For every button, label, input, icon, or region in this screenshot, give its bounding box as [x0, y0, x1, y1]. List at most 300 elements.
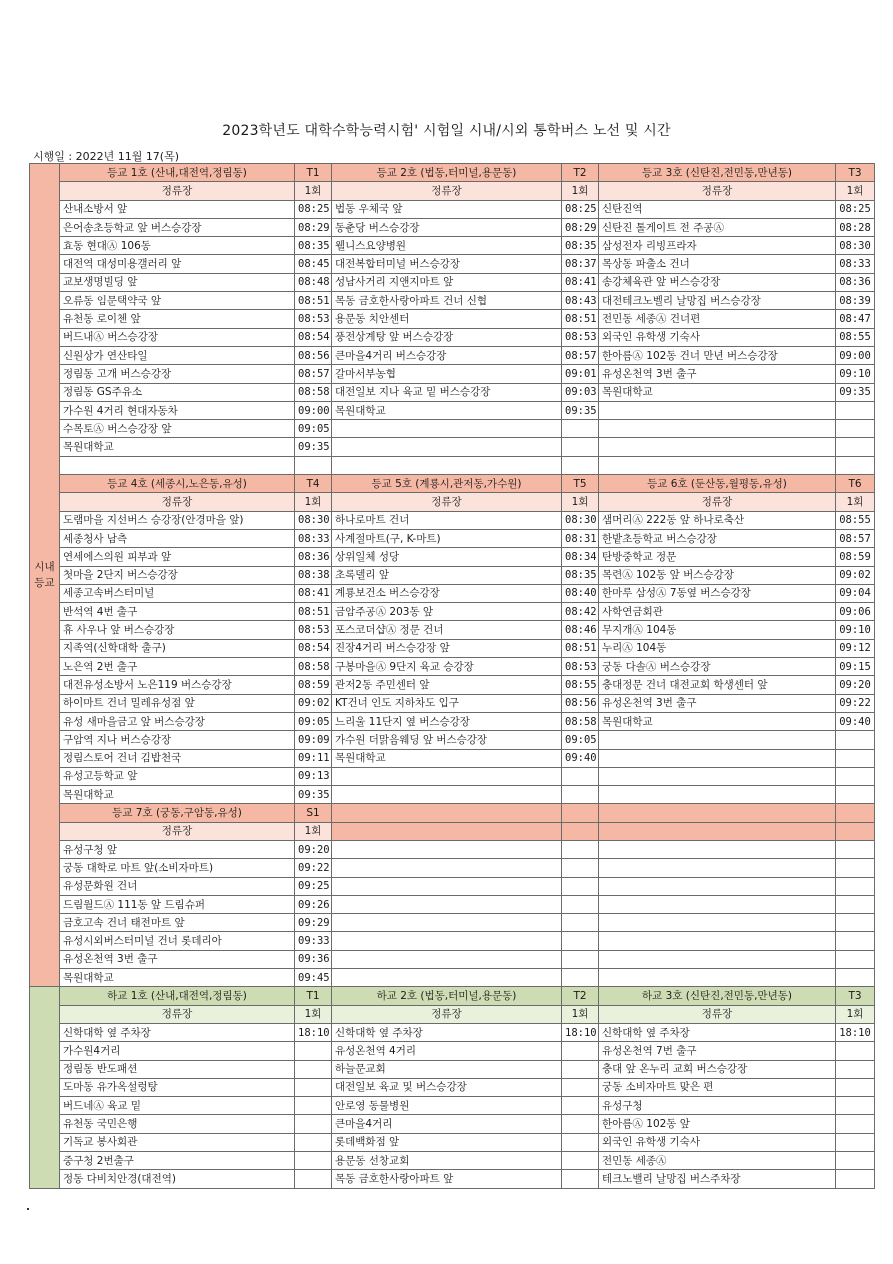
empty-cell: [599, 950, 836, 968]
stop-name: 초록델리 앞: [332, 566, 562, 584]
table-row: [30, 511, 875, 529]
departure-time: 08:36: [836, 273, 875, 291]
departure-time: 08:30: [836, 237, 875, 255]
table-row: [30, 255, 875, 273]
round-column-header: 1회: [295, 822, 332, 840]
stop-name: 유성문화원 건너: [60, 877, 295, 895]
stop-name: 하나로마트 건너: [332, 511, 562, 529]
departure-time: 08:31: [562, 529, 599, 547]
empty-cell: [562, 438, 599, 456]
table-row: [30, 1060, 875, 1078]
table-row: [30, 712, 875, 730]
stop-name: 외국인 유학생 기숙사: [599, 328, 836, 346]
departure-time: 08:45: [295, 255, 332, 273]
table-row: [30, 621, 875, 639]
round-column-header: 1회: [836, 493, 875, 511]
stop-name: 금호고속 건너 태전마트 앞: [60, 914, 295, 932]
empty-cell: [599, 731, 836, 749]
stop-name: 목원대학교: [60, 969, 295, 987]
departure-time: 18:10: [295, 1023, 332, 1041]
departure-time: 18:10: [562, 1023, 599, 1041]
empty-cell: [332, 895, 562, 913]
departure-time: 09:09: [295, 731, 332, 749]
stop-name: 구암역 지나 버스승강장: [60, 731, 295, 749]
empty-cell: [562, 895, 599, 913]
route-title: 등교 6호 (둔산동,월평동,유성): [599, 475, 836, 493]
empty-cell: [836, 786, 875, 804]
departure-time: 09:04: [836, 584, 875, 602]
empty-cell: [332, 914, 562, 932]
route-title: 등교 7호 (궁동,구암동,유성): [60, 804, 295, 822]
stop-name: 탄방중학교 정문: [599, 548, 836, 566]
stop-name: 목원대학교: [599, 383, 836, 401]
departure-time: [836, 1060, 875, 1078]
empty-cell: [599, 840, 836, 858]
stop-column-header: 정류장: [60, 1005, 295, 1023]
departure-time: 09:01: [562, 365, 599, 383]
departure-time: [836, 1133, 875, 1151]
table-row: [30, 237, 875, 255]
route-subheader-row: [30, 493, 875, 511]
departure-time: 09:00: [295, 401, 332, 419]
empty-cell: [836, 914, 875, 932]
table-row: [30, 658, 875, 676]
stop-name: 신탄진 톨게이트 전 주공Ⓐ: [599, 218, 836, 236]
departure-time: 08:25: [295, 200, 332, 218]
stop-name: 대전테크노벨리 날망집 버스승강장: [599, 292, 836, 310]
stop-name: 대전유성소방서 노은119 버스승강장: [60, 676, 295, 694]
stop-name: 큰마을4거리 버스승강장: [332, 346, 562, 364]
departure-time: [836, 1152, 875, 1170]
stop-name: 정림동 반도패션: [60, 1060, 295, 1078]
departure-time: 08:57: [836, 529, 875, 547]
departure-time: [836, 1042, 875, 1060]
stop-name: 유성시외버스터미널 건너 롯데리아: [60, 932, 295, 950]
stop-name: 성남사거리 지앤지마트 앞: [332, 273, 562, 291]
route-title: 등교 5호 (계룡시,관저동,가수원): [332, 475, 562, 493]
empty-cell: [599, 859, 836, 877]
route-header-row: [30, 987, 875, 1005]
empty-cell: [836, 456, 875, 474]
stop-name: 계룡보건소 버스승강장: [332, 584, 562, 602]
route-code: T4: [295, 475, 332, 493]
table-row: [30, 1170, 875, 1188]
route-code: T5: [562, 475, 599, 493]
stop-name: 한밭초등학교 버스승강장: [599, 529, 836, 547]
table-row: [30, 346, 875, 364]
table-row: [30, 932, 875, 950]
stop-name: 목원대학교: [60, 786, 295, 804]
departure-time: [562, 1060, 599, 1078]
empty-cell: [332, 456, 562, 474]
stop-name: 유성구청: [599, 1097, 836, 1115]
round-column-header: 1회: [562, 493, 599, 511]
route-title: 하교 2호 (법동,터미널,용문동): [332, 987, 562, 1005]
stop-name: 포스코더샵Ⓐ 정문 건너: [332, 621, 562, 639]
empty-cell: [295, 456, 332, 474]
stop-name: 하늘문교회: [332, 1060, 562, 1078]
afternoon-side-label: [30, 987, 60, 1188]
departure-time: 08:51: [295, 292, 332, 310]
stop-name: 신원상가 연산타일: [60, 346, 295, 364]
route-code: T2: [562, 164, 599, 182]
departure-time: [562, 1097, 599, 1115]
table-row: [30, 914, 875, 932]
empty-cell: [836, 438, 875, 456]
stop-name: 유성구청 앞: [60, 840, 295, 858]
empty-cell: [332, 859, 562, 877]
empty-cell: [599, 877, 836, 895]
departure-time: [562, 1152, 599, 1170]
table-row: [30, 749, 875, 767]
round-column-header: 1회: [562, 1005, 599, 1023]
departure-time: 09:33: [295, 932, 332, 950]
departure-time: 08:28: [836, 218, 875, 236]
departure-time: 08:53: [295, 621, 332, 639]
table-row: [30, 310, 875, 328]
empty-cell: [332, 840, 562, 858]
empty-cell: [836, 749, 875, 767]
departure-time: 08:29: [295, 218, 332, 236]
departure-time: 08:53: [295, 310, 332, 328]
stop-name: 도램마을 지선버스 승강장(안경마을 앞): [60, 511, 295, 529]
stop-column-header: 정류장: [599, 1005, 836, 1023]
departure-time: 09:35: [562, 401, 599, 419]
round-column-header: 1회: [562, 182, 599, 200]
table-row: [30, 566, 875, 584]
departure-time: 08:54: [295, 639, 332, 657]
table-row: [30, 731, 875, 749]
round-column-header: 1회: [295, 1005, 332, 1023]
stop-name: 유천동 로이첸 앞: [60, 310, 295, 328]
table-row: [30, 401, 875, 419]
empty-cell: [562, 932, 599, 950]
departure-time: 08:55: [836, 511, 875, 529]
stop-column-header: 정류장: [332, 182, 562, 200]
departure-time: [836, 1170, 875, 1188]
stop-name: 금암주공Ⓐ 203동 앞: [332, 603, 562, 621]
route-title: 등교 2호 (법동,터미널,용문동): [332, 164, 562, 182]
empty-cell: [332, 767, 562, 785]
stop-name: 유성온천역 4거리: [332, 1042, 562, 1060]
table-row: [30, 694, 875, 712]
empty-cell: [836, 859, 875, 877]
departure-time: 08:46: [562, 621, 599, 639]
table-row: [30, 548, 875, 566]
stop-name: 유성온천역 3번 출구: [599, 694, 836, 712]
departure-time: 09:25: [295, 877, 332, 895]
route-code: T3: [836, 164, 875, 182]
empty-cell: [332, 420, 562, 438]
departure-time: 08:30: [295, 511, 332, 529]
departure-time: 08:58: [295, 658, 332, 676]
stop-name: 신학대학 옆 주차장: [332, 1023, 562, 1041]
stop-name: 샘머리Ⓐ 222동 앞 하나로축산: [599, 511, 836, 529]
stop-name: 목원대학교: [599, 712, 836, 730]
departure-time: 09:00: [836, 346, 875, 364]
empty-cell: [562, 420, 599, 438]
stop-name: 웰니스요양병원: [332, 237, 562, 255]
table-row: [30, 859, 875, 877]
stop-name: 정동 다비치안경(대전역): [60, 1170, 295, 1188]
stop-name: 수목토Ⓐ 버스승강장 앞: [60, 420, 295, 438]
stop-name: 목동 금호한사랑아파트 앞: [332, 1170, 562, 1188]
empty-cell: [836, 877, 875, 895]
table-row: [30, 840, 875, 858]
departure-time: [295, 1133, 332, 1151]
empty-cell: [562, 969, 599, 987]
stop-name: 목상동 파출소 건너: [599, 255, 836, 273]
table-row: [30, 676, 875, 694]
stop-name: 대전역 대성미용갤러리 앞: [60, 255, 295, 273]
departure-time: 09:13: [295, 767, 332, 785]
stop-name: 도마동 유가옥설렁탕: [60, 1078, 295, 1096]
stop-name: 사계절마트(구, K-마트): [332, 529, 562, 547]
stop-name: 교보생명빌딩 앞: [60, 273, 295, 291]
stop-name: 대전일보 지나 육교 밑 버스승강장: [332, 383, 562, 401]
stop-name: 노은역 2번 출구: [60, 658, 295, 676]
empty-cell: [836, 401, 875, 419]
departure-time: [562, 1133, 599, 1151]
departure-time: 09:40: [836, 712, 875, 730]
departure-time: 08:42: [562, 603, 599, 621]
stop-name: 지족역(신학대학 출구): [60, 639, 295, 657]
table-row: [30, 786, 875, 804]
departure-time: 09:35: [836, 383, 875, 401]
empty-cell: [599, 438, 836, 456]
departure-time: 09:05: [562, 731, 599, 749]
route-title: 등교 1호 (산내,대전역,정림동): [60, 164, 295, 182]
departure-time: [295, 1042, 332, 1060]
stop-name: 목동 금호한사랑아파트 건너 신협: [332, 292, 562, 310]
stop-name: 반석역 4번 출구: [60, 603, 295, 621]
stop-name: 드림월드Ⓐ 111동 앞 드림슈퍼: [60, 895, 295, 913]
empty-cell: [60, 456, 295, 474]
round-column-header: 1회: [836, 1005, 875, 1023]
departure-time: 08:36: [295, 548, 332, 566]
table-row: [30, 1115, 875, 1133]
table-row: [30, 1097, 875, 1115]
empty-cell: [836, 840, 875, 858]
route-title: 등교 3호 (신탄진,전민동,만년동): [599, 164, 836, 182]
stop-name: 삼성전자 리빙프라자: [599, 237, 836, 255]
departure-time: 08:35: [562, 237, 599, 255]
departure-time: 09:05: [295, 420, 332, 438]
stop-name: 목련Ⓐ 102동 앞 버스승강장: [599, 566, 836, 584]
route-title: 하교 1호 (산내,대전역,정림동): [60, 987, 295, 1005]
stop-name: 정림동 고개 버스승강장: [60, 365, 295, 383]
departure-time: [836, 1078, 875, 1096]
departure-time: 08:34: [562, 548, 599, 566]
stop-name: 용문동 선창교회: [332, 1152, 562, 1170]
departure-time: 09:12: [836, 639, 875, 657]
departure-time: 08:57: [295, 365, 332, 383]
stop-name: 연세에스의원 피부과 앞: [60, 548, 295, 566]
departure-time: [295, 1152, 332, 1170]
route-subheader-row: [30, 182, 875, 200]
empty-cell: [599, 895, 836, 913]
stop-name: 외국인 유학생 기숙사: [599, 1133, 836, 1151]
stop-name: 진장4거리 버스승강장 앞: [332, 639, 562, 657]
table-row: [30, 584, 875, 602]
empty-cell: [836, 731, 875, 749]
departure-time: 08:39: [836, 292, 875, 310]
stop-name: 사학연금회관: [599, 603, 836, 621]
table-row: [30, 1042, 875, 1060]
stop-name: 목원대학교: [60, 438, 295, 456]
route-title: 하교 3호 (신탄진,전민동,만년동): [599, 987, 836, 1005]
table-row: [30, 200, 875, 218]
stop-name: 상위일체 성당: [332, 548, 562, 566]
empty-cell: [332, 969, 562, 987]
table-row: [30, 328, 875, 346]
route-subheader-row: [30, 822, 875, 840]
stop-name: 신탄진역: [599, 200, 836, 218]
stop-name: 용문동 치안센터: [332, 310, 562, 328]
empty-header-cell: [332, 804, 562, 822]
stop-column-header: 정류장: [60, 493, 295, 511]
empty-cell: [836, 767, 875, 785]
empty-cell: [599, 767, 836, 785]
stop-name: 충대 앞 온누리 교회 버스승강장: [599, 1060, 836, 1078]
departure-time: 08:56: [562, 694, 599, 712]
table-row: [30, 438, 875, 456]
departure-time: 09:11: [295, 749, 332, 767]
empty-cell: [562, 877, 599, 895]
route-code: S1: [295, 804, 332, 822]
stop-name: 풍전상계탕 앞 버스승강장: [332, 328, 562, 346]
departure-time: [562, 1115, 599, 1133]
table-row: [30, 273, 875, 291]
departure-time: 09:02: [295, 694, 332, 712]
departure-time: 09:36: [295, 950, 332, 968]
round-column-header: 1회: [295, 182, 332, 200]
stop-name: 은어송초등학교 앞 버스승강장: [60, 218, 295, 236]
empty-cell: [599, 401, 836, 419]
departure-time: 08:48: [295, 273, 332, 291]
table-row: [30, 603, 875, 621]
empty-cell: [836, 969, 875, 987]
stop-name: 갈마서부농협: [332, 365, 562, 383]
departure-time: 08:38: [295, 566, 332, 584]
stop-name: 신학대학 옆 주차장: [60, 1023, 295, 1041]
stop-name: 기독교 봉사회관: [60, 1133, 295, 1151]
table-row: [30, 1152, 875, 1170]
table-row: [30, 639, 875, 657]
departure-time: 08:25: [836, 200, 875, 218]
round-column-header: 1회: [836, 182, 875, 200]
table-row: [30, 950, 875, 968]
stop-name: 가수원 4거리 현대자동차: [60, 401, 295, 419]
table-row: [30, 383, 875, 401]
stop-name: 유천동 국민은행: [60, 1115, 295, 1133]
stop-name: 동춘당 버스승강장: [332, 218, 562, 236]
stop-name: 목원대학교: [332, 749, 562, 767]
empty-cell: [562, 950, 599, 968]
stop-name: 법동 우체국 앞: [332, 200, 562, 218]
route-header-row: [30, 804, 875, 822]
empty-cell: [599, 932, 836, 950]
departure-time: 09:10: [836, 365, 875, 383]
departure-time: 09:35: [295, 786, 332, 804]
departure-time: 09:35: [295, 438, 332, 456]
stop-name: 버드내Ⓐ 버스승강장: [60, 328, 295, 346]
stop-name: KT건너 인도 지하차도 입구: [332, 694, 562, 712]
departure-time: 09:06: [836, 603, 875, 621]
departure-time: [295, 1097, 332, 1115]
departure-time: [836, 1097, 875, 1115]
stop-name: 세종청사 남측: [60, 529, 295, 547]
empty-cell: [836, 932, 875, 950]
departure-time: 08:40: [562, 584, 599, 602]
departure-time: [295, 1115, 332, 1133]
empty-cell: [332, 786, 562, 804]
empty-subheader-cell: [332, 822, 562, 840]
departure-time: 08:58: [295, 383, 332, 401]
route-header-row: [30, 475, 875, 493]
table-row: [30, 529, 875, 547]
stop-column-header: 정류장: [599, 182, 836, 200]
departure-time: 08:51: [562, 639, 599, 657]
departure-time: 09:40: [562, 749, 599, 767]
stop-name: 전민동 세종Ⓐ: [599, 1152, 836, 1170]
table-row: [30, 969, 875, 987]
departure-time: 09:26: [295, 895, 332, 913]
empty-cell: [599, 420, 836, 438]
empty-cell: [599, 969, 836, 987]
departure-time: 18:10: [836, 1023, 875, 1041]
stop-name: 느리울 11단지 옆 버스승강장: [332, 712, 562, 730]
departure-time: 08:37: [562, 255, 599, 273]
stop-name: 목원대학교: [332, 401, 562, 419]
empty-cell: [332, 950, 562, 968]
departure-time: 09:22: [836, 694, 875, 712]
stop-name: 궁동 다솔Ⓐ 버스승강장: [599, 658, 836, 676]
empty-cell: [562, 767, 599, 785]
route-header-row: [30, 164, 875, 182]
empty-header-cell: [562, 804, 599, 822]
stop-name: 중구청 2번출구: [60, 1152, 295, 1170]
stop-name: 정림동 GS주유소: [60, 383, 295, 401]
route-code: T6: [836, 475, 875, 493]
stop-name: 유성고등학교 앞: [60, 767, 295, 785]
departure-time: 08:43: [562, 292, 599, 310]
stop-name: 휴 사우나 앞 버스승강장: [60, 621, 295, 639]
departure-time: 09:45: [295, 969, 332, 987]
departure-time: 09:05: [295, 712, 332, 730]
stop-name: 대전일보 육교 및 버스승강장: [332, 1078, 562, 1096]
stop-name: 유성온천역 3번 출구: [599, 365, 836, 383]
departure-time: 08:25: [562, 200, 599, 218]
empty-cell: [332, 877, 562, 895]
empty-cell: [562, 859, 599, 877]
route-subheader-row: [30, 1005, 875, 1023]
stop-name: 하이마트 건너 밀레유성점 앞: [60, 694, 295, 712]
departure-time: 09:02: [836, 566, 875, 584]
route-title: 등교 4호 (세종시,노은동,유성): [60, 475, 295, 493]
empty-cell: [562, 786, 599, 804]
stop-name: 효동 현대Ⓐ 106동: [60, 237, 295, 255]
stop-name: 정림스토어 건너 김밥천국: [60, 749, 295, 767]
stop-name: 큰마을4거리: [332, 1115, 562, 1133]
table-row: [30, 767, 875, 785]
departure-time: [562, 1042, 599, 1060]
departure-time: 09:20: [836, 676, 875, 694]
stop-column-header: 정류장: [332, 1005, 562, 1023]
empty-cell: [599, 786, 836, 804]
empty-cell: [562, 840, 599, 858]
stop-name: 가수원4거리: [60, 1042, 295, 1060]
